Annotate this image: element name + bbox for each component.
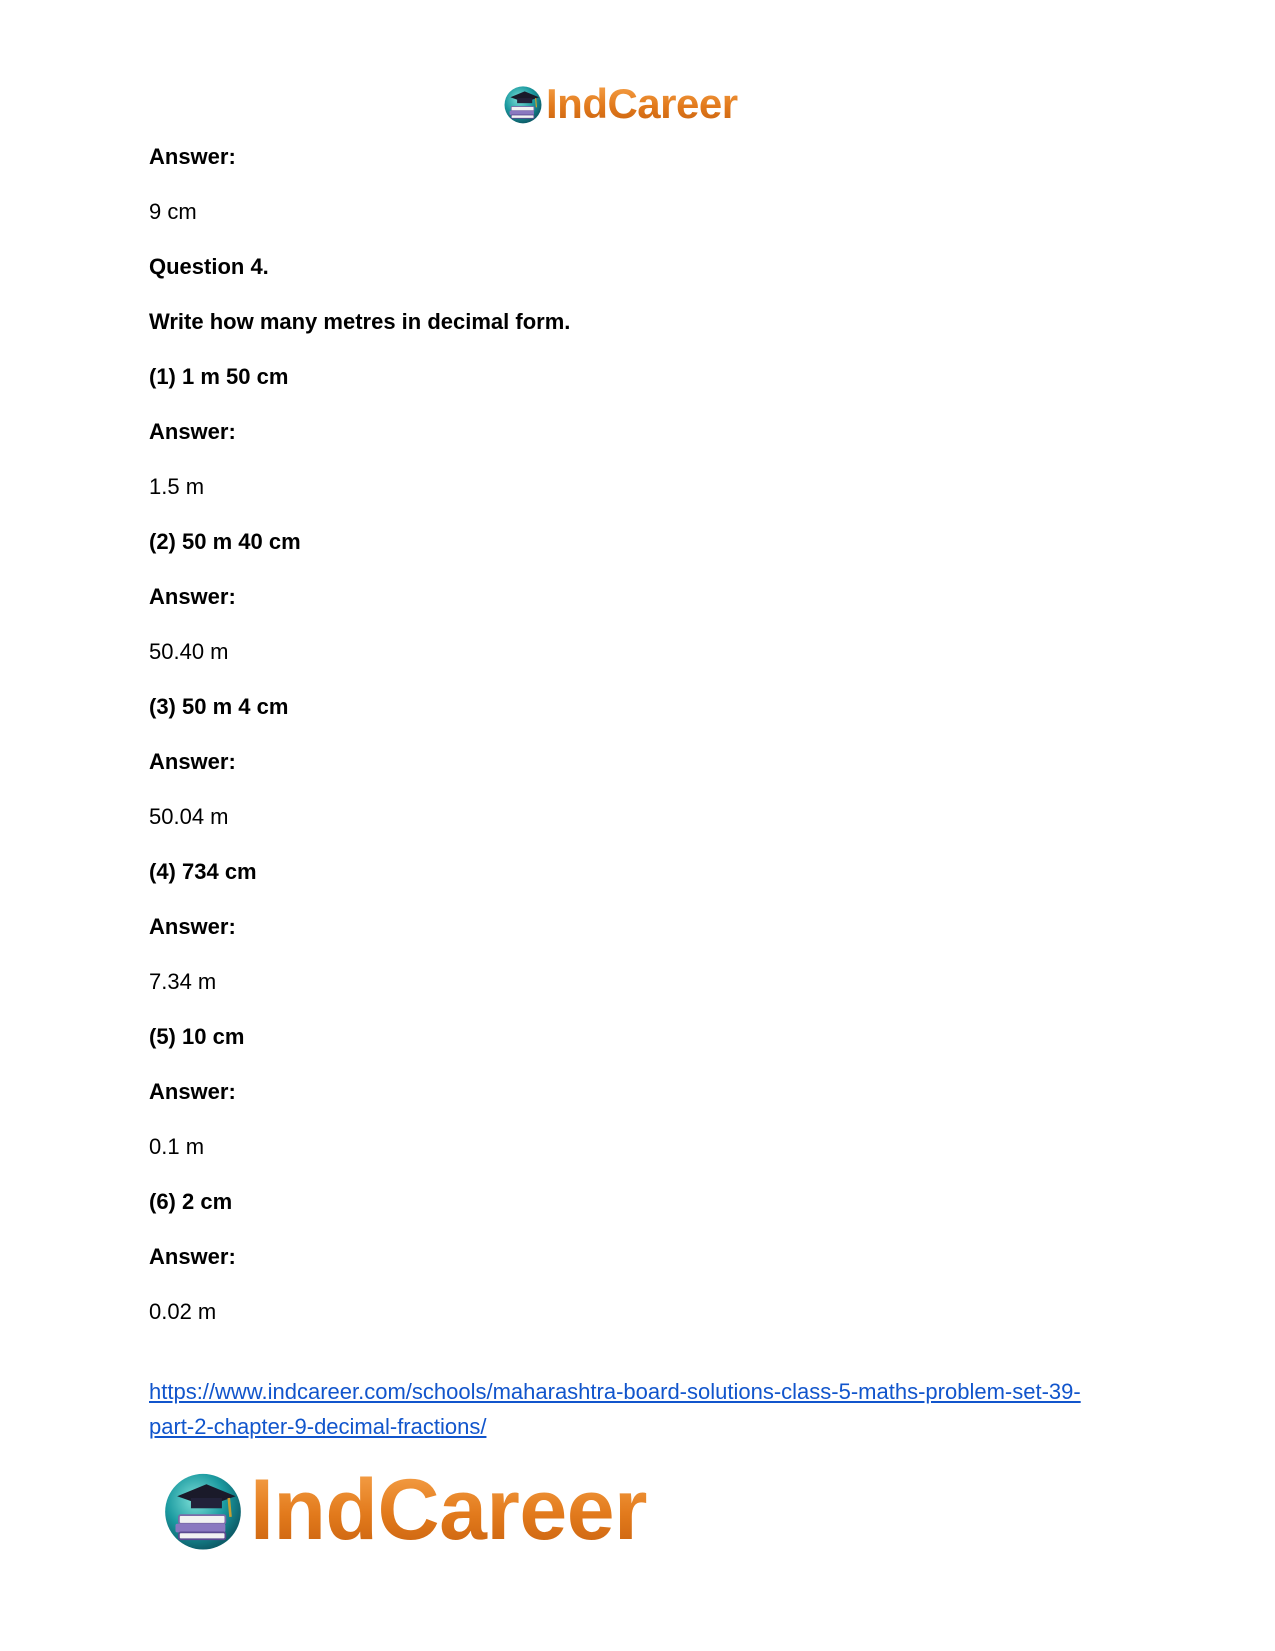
- answer-text: 50.40 m: [149, 639, 229, 664]
- answer-text: 9 cm: [149, 199, 197, 224]
- source-link-line-2: part-2-chapter-9-decimal-fractions/: [149, 1414, 487, 1439]
- sub-question: (6) 2 cm: [149, 1189, 233, 1214]
- answer-label: Answer:: [149, 584, 236, 609]
- sub-question: (1) 1 m 50 cm: [149, 364, 289, 389]
- answer-label: Answer:: [149, 1079, 236, 1104]
- source-link-block: [149, 1374, 1149, 1444]
- sub-question: (2) 50 m 40 cm: [149, 529, 301, 554]
- sub-question: (4) 734 cm: [149, 859, 257, 884]
- document-body: [149, 142, 1129, 1352]
- answer-label: Answer:: [149, 419, 236, 444]
- answer-text: 1.5 m: [149, 474, 205, 499]
- answer-label: Answer:: [149, 914, 236, 939]
- source-link-line-1: https://www.indcareer.com/schools/maharashtra-board-solutions-class-5-maths-problem-set-39-: [149, 1379, 1081, 1404]
- question-instruction: Write how many metres in decimal form.: [149, 309, 571, 334]
- answer-text: 50.04 m: [149, 804, 229, 829]
- graduation-book-icon: [160, 1467, 246, 1553]
- source-link[interactable]: [149, 1379, 1081, 1439]
- answer-label: Answer:: [149, 144, 236, 169]
- graduation-book-icon: [502, 83, 544, 125]
- footer-logo: [160, 1462, 647, 1558]
- answer-text: 0.02 m: [149, 1299, 217, 1324]
- sub-question: (5) 10 cm: [149, 1024, 245, 1049]
- header-logo-text: IndCareer: [546, 80, 738, 127]
- answer-text: 7.34 m: [149, 969, 217, 994]
- answer-label: Answer:: [149, 749, 236, 774]
- header-logo: [502, 80, 738, 128]
- footer-logo-text: IndCareer: [250, 1462, 647, 1558]
- answer-label: Answer:: [149, 1244, 236, 1269]
- sub-question: (3) 50 m 4 cm: [149, 694, 289, 719]
- answer-text: 0.1 m: [149, 1134, 205, 1159]
- question-heading: Question 4.: [149, 254, 269, 279]
